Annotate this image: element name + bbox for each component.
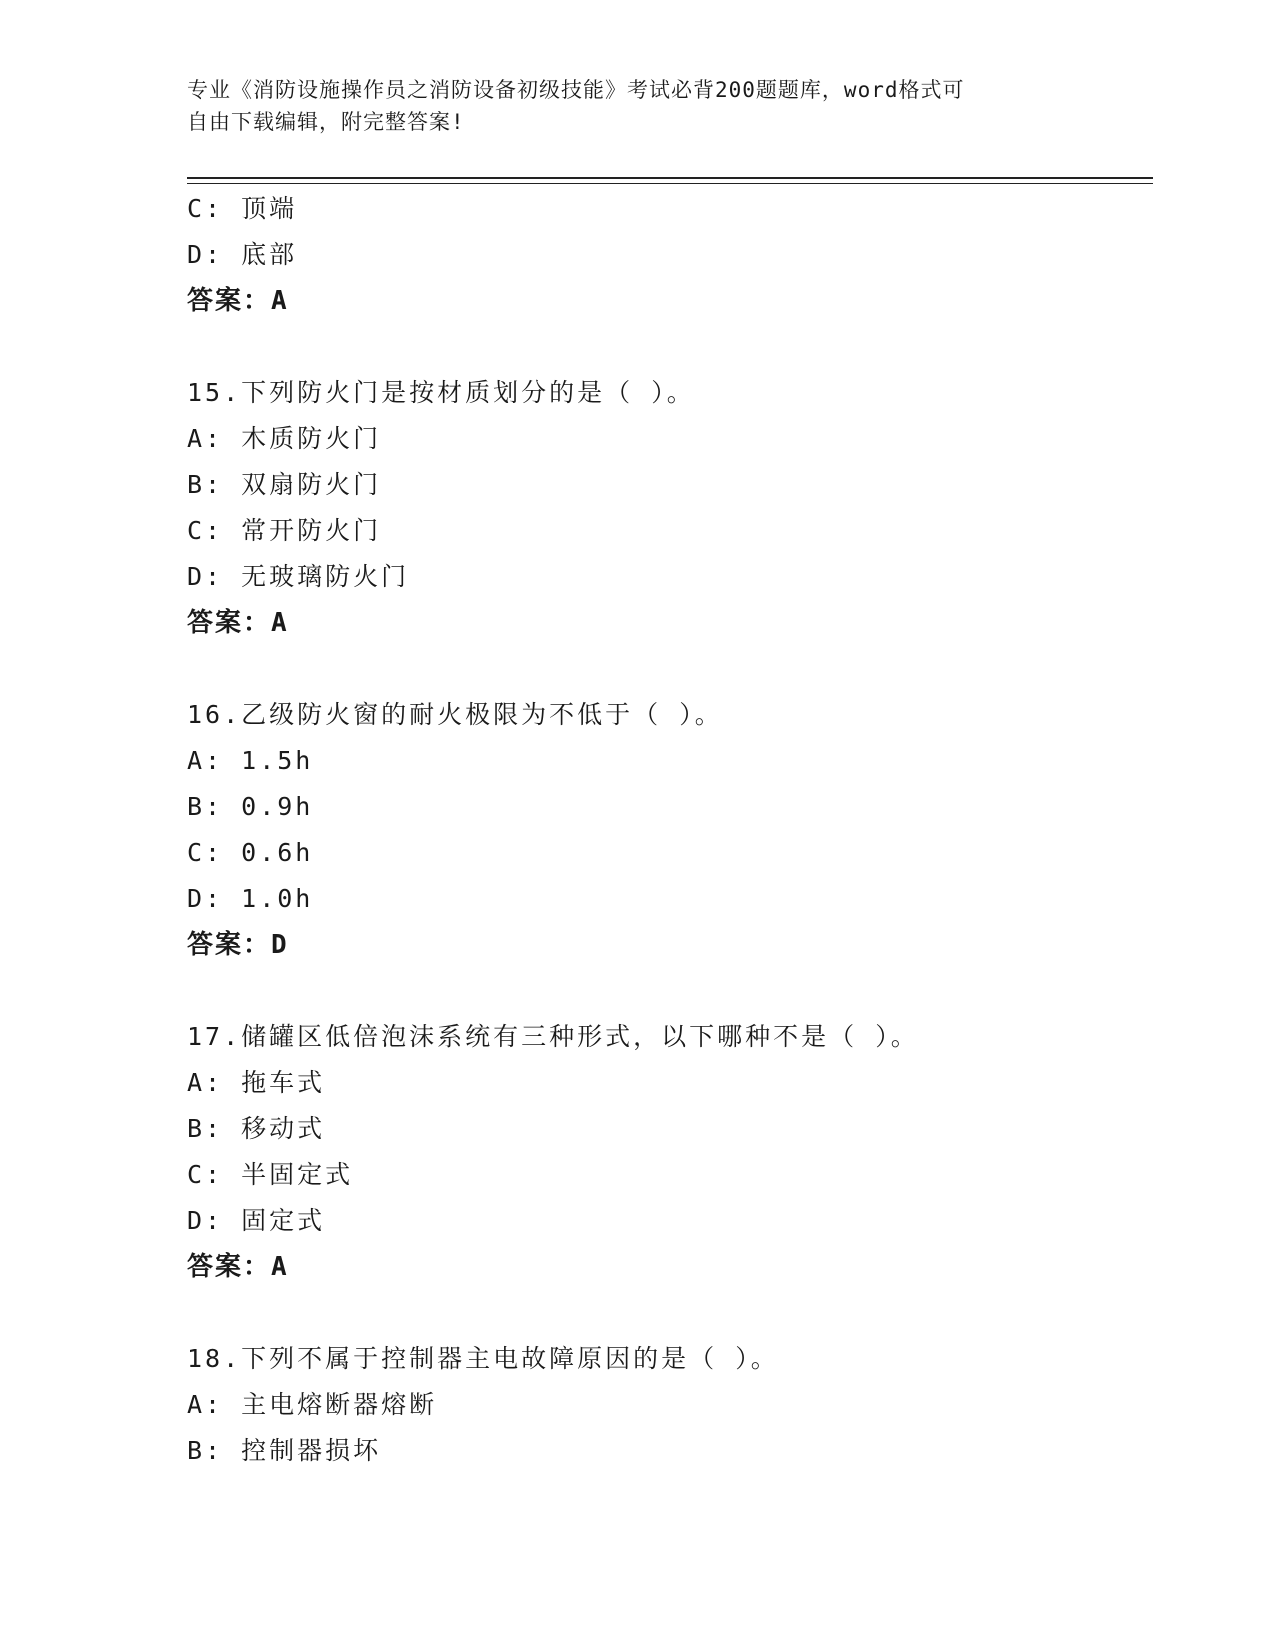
option-d: D: 底部 <box>187 240 298 269</box>
document-header <box>187 74 1067 138</box>
answer-line: 答案：D <box>187 930 289 960</box>
answer-line: 答案：A <box>187 286 289 316</box>
header-divider-thin <box>187 183 1153 184</box>
option-d: D: 固定式 <box>187 1206 326 1235</box>
option-b: B: 双扇防火门 <box>187 470 382 499</box>
answer-line: 答案：A <box>187 608 289 638</box>
question-15 <box>187 370 1153 646</box>
option-a: A: 木质防火门 <box>187 424 382 453</box>
option-d: D: 1.0h <box>187 884 314 913</box>
option-b: B: 移动式 <box>187 1114 326 1143</box>
option-c: C: 顶端 <box>187 194 298 223</box>
option-c: C: 半固定式 <box>187 1160 354 1189</box>
question-stem: 18.下列不属于控制器主电故障原因的是（ ）。 <box>187 1344 779 1373</box>
header-line-2: 自由下载编辑，附完整答案! <box>187 110 465 134</box>
option-b: B: 0.9h <box>187 792 314 821</box>
question-16 <box>187 692 1153 968</box>
question-17 <box>187 1014 1153 1290</box>
spacer <box>187 646 1153 692</box>
header-divider-thick <box>187 177 1153 179</box>
option-a: A: 主电熔断器熔断 <box>187 1390 438 1419</box>
header-line-1: 专业《消防设施操作员之消防设备初级技能》考试必背200题题库，word格式可 <box>187 78 965 102</box>
spacer <box>187 968 1153 1014</box>
option-b: B: 控制器损坏 <box>187 1436 382 1465</box>
question-14-fragment <box>187 186 1153 324</box>
option-a: A: 1.5h <box>187 746 314 775</box>
option-c: C: 0.6h <box>187 838 314 867</box>
option-d: D: 无玻璃防火门 <box>187 562 410 591</box>
question-stem: 15.下列防火门是按材质划分的是（ ）。 <box>187 378 695 407</box>
question-stem: 16.乙级防火窗的耐火极限为不低于（ ）。 <box>187 700 723 729</box>
answer-line: 答案：A <box>187 1252 289 1282</box>
question-stem: 17.储罐区低倍泡沫系统有三种形式，以下哪种不是（ ）。 <box>187 1022 919 1051</box>
spacer <box>187 324 1153 370</box>
option-c: C: 常开防火门 <box>187 516 382 545</box>
question-18 <box>187 1336 1153 1474</box>
question-list <box>187 186 1153 1474</box>
option-a: A: 拖车式 <box>187 1068 326 1097</box>
spacer <box>187 1290 1153 1336</box>
